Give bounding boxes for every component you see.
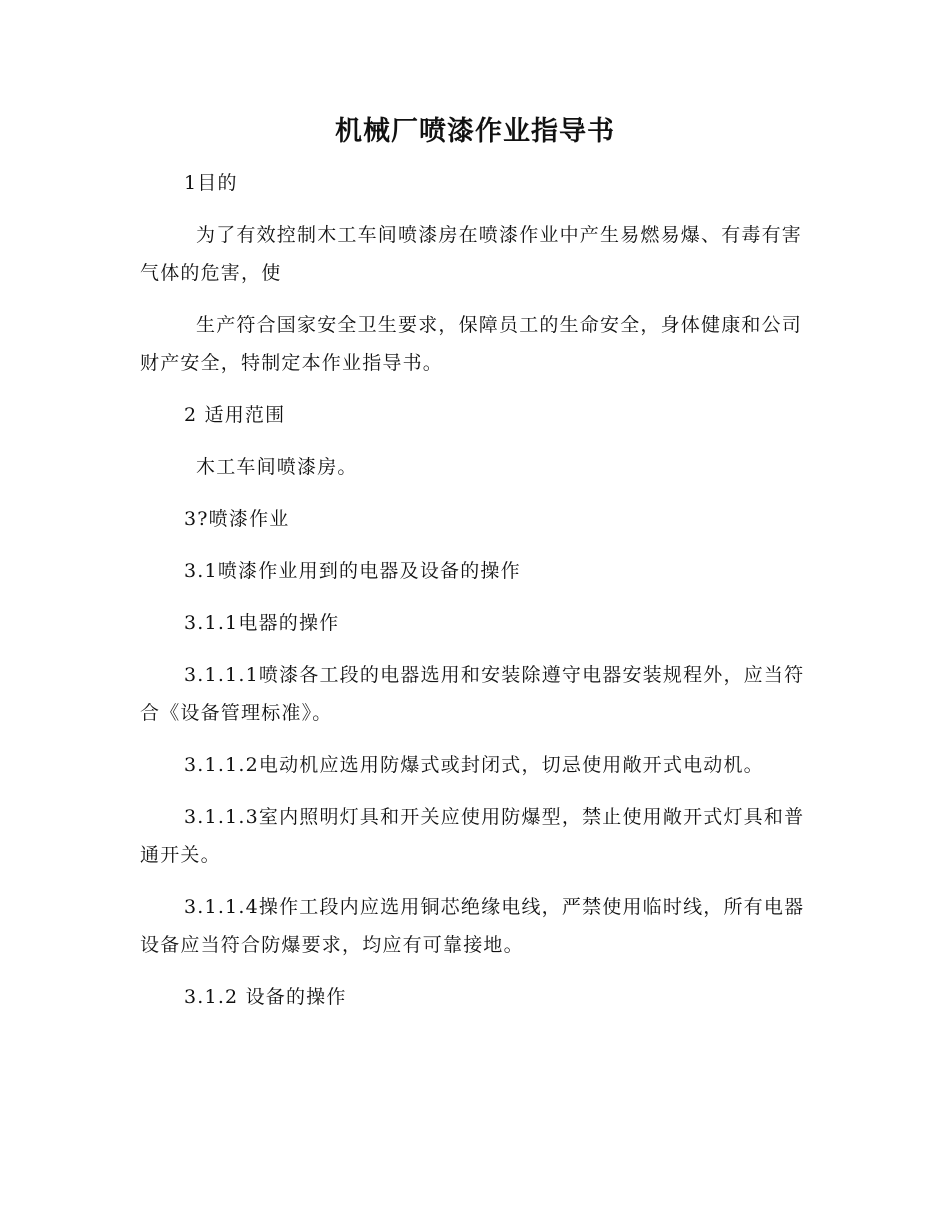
heading-purpose: 1目的 <box>184 172 238 194</box>
paragraph-3-1-1-2: 3.1.1.2电动机应选用防爆式或封闭式，切忌使用敞开式电动机。 <box>184 754 764 776</box>
paragraph-purpose-2: 生产符合国家安全卫生要求，保障员工的生命安全，身体健康和公司财产安全，特制定本作业指导书。 <box>140 314 803 374</box>
paragraph-3-1-1-4: 3.1.1.4操作工段内应选用铜芯绝缘电线，严禁使用临时线，所有电器设备应当符合防爆要求，均应有可靠接地。 <box>140 896 805 956</box>
heading-3-1-2: 3.1.2 设备的操作 <box>184 986 347 1008</box>
document-title: 机械厂喷漆作业指导书 <box>335 116 615 147</box>
heading-3-1: 3.1喷漆作业用到的电器及设备的操作 <box>184 560 521 582</box>
paragraph-scope: 木工车间喷漆房。 <box>196 456 358 478</box>
paragraph-purpose-1: 为了有效控制木工车间喷漆房在喷漆作业中产生易燃易爆、有毒有害气体的危害，使 <box>140 224 803 284</box>
paragraph-3-1-1-3: 3.1.1.3室内照明灯具和开关应使用防爆型，禁止使用敞开式灯具和普通开关。 <box>140 806 805 866</box>
paragraph-3-1-1-1: 3.1.1.1喷漆各工段的电器选用和安装除遵守电器安装规程外，应当符合《设备管理标准》。 <box>140 664 805 724</box>
heading-spray-painting: 3?喷漆作业 <box>184 508 290 530</box>
heading-scope: 2 适用范围 <box>184 404 286 426</box>
heading-3-1-1: 3.1.1电器的操作 <box>184 612 340 634</box>
document-body <box>140 164 808 1030</box>
